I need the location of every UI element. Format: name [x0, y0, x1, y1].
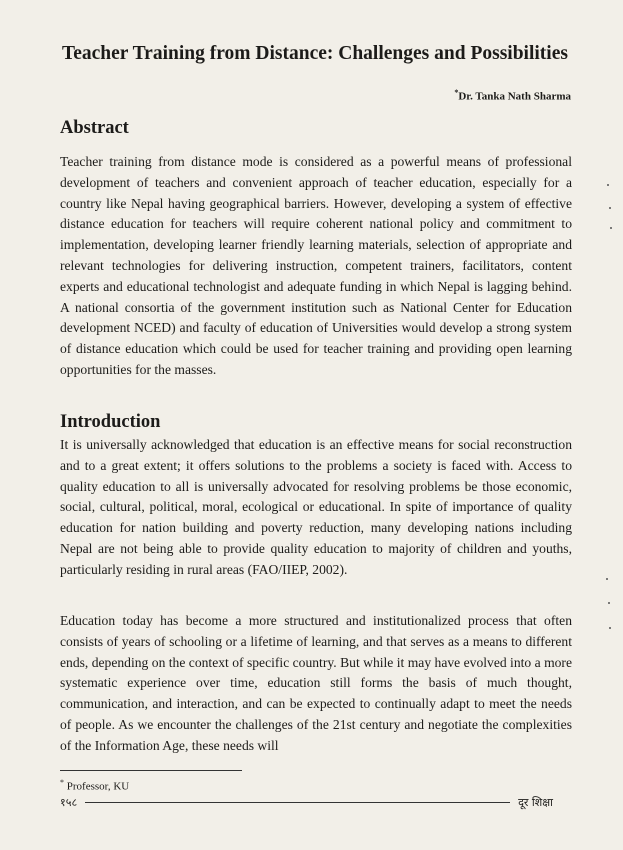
footnote — [60, 778, 129, 793]
author-name: Dr. Tanka Nath Sharma — [458, 90, 571, 103]
abstract-heading: Abstract — [60, 118, 129, 138]
footnote-marker: * — [60, 778, 64, 787]
scan-speck — [608, 602, 610, 604]
footnote-divider — [60, 770, 242, 771]
page-number: १५८ — [60, 795, 78, 809]
scan-speck — [609, 627, 611, 629]
introduction-paragraph-2: Education today has become a more structured and institutionalized process that often consists of years of schooling or a lifetime of learning, and that serves as a means to different ends, depending on the context of specific country. But while it may have evolved into a more systematic experience over time, education still forms the basis of much thought, communication, and interaction, and can be expected to continually adapt to meet the needs of people. As we encounter the challenges of the 21st century and negotiate the complexities of the Information Age, these needs will — [60, 613, 572, 753]
article-title: Teacher Training from Distance: Challenges and Possibilities — [62, 43, 568, 64]
scan-speck — [606, 578, 608, 580]
abstract-paragraph: Teacher training from distance mode is considered as a powerful means of professional development of teachers and convenient approach of teacher education, especially for a country like Nepal having geographical barriers. However, developing a system of effective distance education for teachers will require coherent national policy and commitment to implementation, developing learner friendly learning materials, selection of appropriate and relevant technologies for delivering instruction, competent trainers, facilitators, content experts and educational technologist and adequate funding in which Nepal is lagging behind. A national consortia of the government institution such as National Center for Education development NCED) and faculty of education of Universities would develop a strong system of distance education which could be used for teacher training and providing open learning opportunities for the masses. — [60, 154, 572, 377]
journal-name: दूर शिक्षा — [518, 795, 553, 809]
footnote-text: Professor, KU — [66, 780, 130, 793]
introduction-paragraph-1: It is universally acknowledged that education is an effective means for social reconstruction and to a great extent; it offers solutions to the problems a society is faced with. Access to quality education to all is universally advocated for resolving problems be those economic, social, cultural, political, moral, ecological or educational. In spite of importance of quality education for nation building and poverty reduction, many developing nations including Nepal are not being able to provide quality education to majority of children and youths, particularly residing in rural areas (FAO/IIEP, 2002). — [60, 437, 572, 577]
scan-speck — [610, 227, 612, 229]
scan-speck — [609, 207, 611, 209]
scan-speck — [607, 184, 609, 186]
footer-rule — [85, 802, 510, 803]
author-line — [454, 88, 571, 103]
author-footnote-marker: * — [454, 88, 459, 97]
page-footer — [60, 794, 553, 810]
introduction-heading: Introduction — [60, 412, 161, 432]
